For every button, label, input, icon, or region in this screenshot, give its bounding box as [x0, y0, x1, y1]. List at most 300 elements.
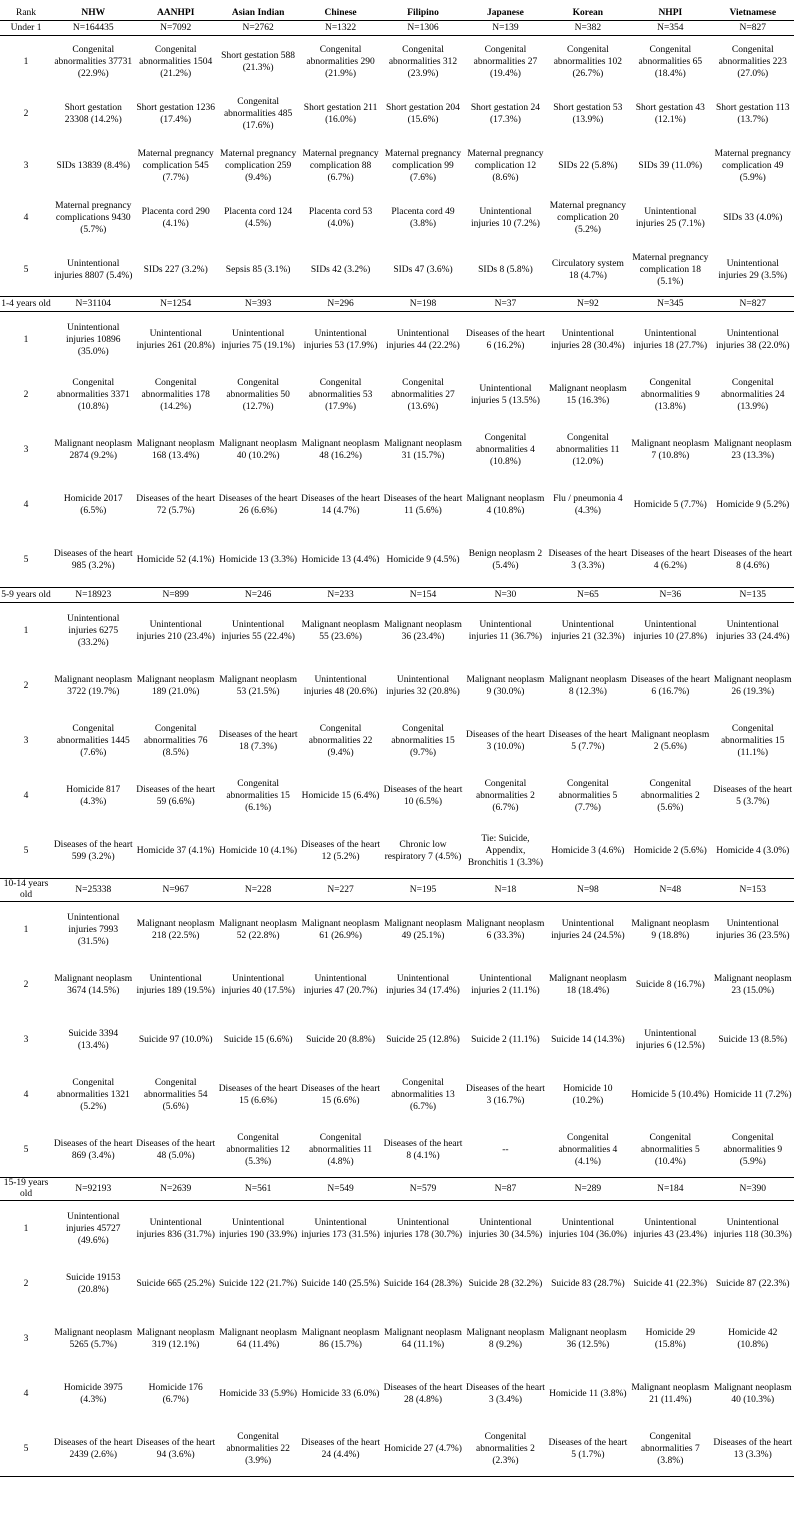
section-row-under1: [0, 21, 794, 36]
group-total-cell: N=579: [382, 1178, 464, 1201]
cause-cell: Unintentional injuries 28 (30.4%): [551, 328, 625, 351]
group-total-cell: N=246: [217, 588, 299, 603]
cause-cell: Diseases of the heart 14 (4.7%): [301, 493, 380, 516]
group-total-cell: N=18923: [52, 588, 134, 603]
cause-cell: Unintentional injuries 118 (30.3%): [713, 1217, 792, 1240]
table-row: [0, 1012, 794, 1067]
cause-cell: Congenital abnormalities 9 (13.8%): [640, 377, 700, 412]
cause-cell: Unintentional injuries 40 (17.5%): [221, 973, 295, 996]
cause-cell: Unintentional injuries 2 (11.1%): [471, 973, 540, 996]
cause-cell: Congenital abnormalities 11 (12.0%): [556, 432, 620, 467]
cause-cell: Placenta cord 53 (4.0%): [308, 207, 373, 229]
cause-cell: Suicide 164 (28.3%): [383, 1278, 463, 1289]
cause-cell: SIDs 8 (5.8%): [478, 265, 533, 275]
cause-cell: Diseases of the heart 18 (7.3%): [218, 729, 298, 752]
rank-cell: 3: [23, 1333, 29, 1344]
group-total-cell: N=1322: [299, 21, 381, 36]
cause-cell: Diseases of the heart 24 (4.4%): [299, 1421, 381, 1477]
cause-cell: Congenital abnormalities 2 (5.6%): [640, 778, 700, 813]
cause-cell: Congenital abnormalities 37731 (22.9%): [54, 45, 133, 79]
group-total-cell: N=1254: [134, 297, 216, 312]
cause-cell: Unintentional injuries 30 (34.5%): [468, 1217, 543, 1240]
rank-cell: 2: [23, 680, 29, 691]
cause-cell: Suicide 140 (25.5%): [301, 1278, 380, 1289]
rank-cell: 4: [23, 1388, 29, 1399]
age-group-label: 1-4 years old: [0, 297, 52, 312]
cause-cell: Unintentional injuries 6 (12.5%): [635, 1028, 705, 1051]
table-row: [0, 713, 794, 768]
age-group-label: 10-14 years old: [0, 879, 52, 902]
section-row-1-4: [0, 297, 794, 312]
group-total-cell: N=354: [629, 21, 711, 36]
cause-cell: Malignant neoplasm 26 (19.3%): [713, 674, 792, 697]
cause-cell: Unintentional injuries 45727 (49.6%): [65, 1211, 121, 1246]
group-total-cell: N=393: [217, 297, 299, 312]
cause-cell: SIDs 13839 (8.4%): [56, 161, 131, 171]
leading-causes-of-death-table: [0, 6, 794, 1477]
cause-cell: Maternal pregnancy complication 88 (6.7%): [302, 149, 379, 183]
cause-cell: Malignant neoplasm 8 (9.2%): [466, 1327, 545, 1350]
cause-cell: Homicide 29 (15.8%): [645, 1327, 695, 1350]
cause-cell: Diseases of the heart 94 (3.6%): [134, 1421, 216, 1477]
cause-cell: Unintentional injuries 21 (32.3%): [551, 619, 625, 642]
table-row: [0, 36, 794, 89]
table-row: [0, 244, 794, 297]
table-row: [0, 658, 794, 713]
rank-cell: 1: [23, 1223, 29, 1234]
cause-cell: Malignant neoplasm 218 (22.5%): [136, 918, 215, 941]
cause-cell: --: [502, 1144, 509, 1155]
table-row: [0, 902, 794, 958]
column-header-filipino: Filipino: [382, 6, 464, 21]
cause-cell: Unintentional injuries 104 (36.0%): [548, 1217, 628, 1240]
cause-cell: Diseases of the heart 6 (16.2%): [466, 328, 545, 351]
rank-cell: 4: [23, 1089, 29, 1100]
cause-cell: Diseases of the heart 48 (5.0%): [136, 1138, 216, 1161]
cause-cell: Diseases of the heart 2439 (2.6%): [52, 1421, 134, 1477]
group-total-cell: N=345: [629, 297, 711, 312]
cause-cell: Suicide 19153 (20.8%): [65, 1272, 121, 1295]
table-row: [0, 312, 794, 368]
cause-cell: Homicide 10 (10.2%): [563, 1083, 613, 1106]
cause-cell: Unintentional injuries 836 (31.7%): [136, 1217, 215, 1240]
cause-cell: Unintentional injuries 43 (23.4%): [633, 1217, 708, 1240]
cause-cell: Homicide 3 (4.6%): [551, 845, 625, 856]
cause-cell: Circulatory system 18 (4.7%): [551, 259, 624, 281]
cause-cell: Placenta cord 290 (4.1%): [141, 207, 210, 229]
rank-cell: 5: [23, 554, 29, 565]
cause-cell: Congenital abnormalities 2 (6.7%): [476, 778, 535, 813]
cause-cell: Benign neoplasm 2 (5.4%): [468, 548, 543, 571]
rank-cell: 5: [23, 1144, 29, 1155]
cause-cell: Suicide 3394 (13.4%): [68, 1028, 119, 1051]
group-total-cell: N=65: [547, 588, 629, 603]
table-row: [0, 1122, 794, 1178]
cause-cell: Short gestation 588 (21.3%): [221, 51, 296, 73]
group-total-cell: N=1306: [382, 21, 464, 36]
cause-cell: Homicide 2 (5.6%): [633, 845, 707, 856]
cause-cell: Unintentional injuries 34 (17.4%): [386, 973, 460, 996]
table-row: [0, 367, 794, 422]
cause-cell: Congenital abnormalities 1445 (7.6%): [56, 723, 130, 758]
cause-cell: Unintentional injuries 11 (36.7%): [468, 619, 543, 642]
cause-cell: Malignant neoplasm 7 (10.8%): [631, 438, 710, 461]
group-total-cell: N=36: [629, 588, 711, 603]
cause-cell: Malignant neoplasm 23 (13.3%): [713, 438, 792, 461]
cause-cell: Unintentional injuries 33 (24.4%): [715, 619, 790, 642]
cause-cell: Diseases of the heart 59 (6.6%): [136, 784, 216, 807]
header-row: [0, 6, 794, 21]
table-row: [0, 88, 794, 140]
cause-cell: Unintentional injuries 44 (22.2%): [386, 328, 460, 351]
cause-cell: Diseases of the heart 13 (3.3%): [712, 1421, 794, 1477]
cause-cell: Maternal pregnancy complication 49 (5.9%): [714, 149, 791, 183]
cause-cell: Unintentional injuries 38 (22.0%): [715, 328, 790, 351]
cause-cell: Malignant neoplasm 319 (12.1%): [136, 1327, 215, 1350]
cause-cell: Unintentional injuries 190 (33.9%): [218, 1217, 298, 1240]
cause-cell: Congenital abnormalities 50 (12.7%): [226, 377, 290, 412]
cause-cell: Malignant neoplasm 53 (21.5%): [219, 674, 298, 697]
cause-cell: Short gestation 43 (12.1%): [635, 103, 705, 125]
table-row: [0, 532, 794, 588]
cause-cell: Short gestation 1236 (17.4%): [136, 103, 215, 125]
cause-cell: Maternal pregnancy complication 12 (8.6%): [467, 149, 544, 183]
cause-cell: Unintentional injuries 5 (13.5%): [471, 383, 540, 406]
cause-cell: Homicide 11 (7.2%): [714, 1089, 792, 1100]
rank-cell: 4: [23, 790, 29, 801]
cause-cell: Congenital abnormalities 4 (4.1%): [558, 1132, 618, 1167]
age-group-label: Under 1: [0, 21, 52, 36]
group-total-cell: N=164435: [52, 21, 134, 36]
cause-cell: Suicide 13 (8.5%): [718, 1034, 788, 1045]
rank-cell: 1: [23, 57, 29, 67]
table-row: [0, 1366, 794, 1421]
group-total-cell: N=48: [629, 879, 711, 902]
cause-cell: Congenital abnormalities 65 (18.4%): [638, 45, 703, 79]
cause-cell: Diseases of the heart 3 (3.3%): [548, 548, 628, 571]
column-header-nhw: NHW: [52, 6, 134, 21]
group-total-cell: N=549: [299, 1178, 381, 1201]
cause-cell: Congenital abnormalities 12 (5.3%): [226, 1132, 290, 1167]
group-total-cell: N=382: [547, 21, 629, 36]
cause-cell: Short gestation 204 (15.6%): [386, 103, 460, 125]
rank-cell: 3: [23, 1034, 29, 1045]
column-header-vietnamese: Vietnamese: [712, 6, 794, 21]
cause-cell: Unintentional injuries 24 (24.5%): [551, 918, 625, 941]
cause-cell: Sepsis 85 (3.1%): [225, 265, 291, 275]
table-row: [0, 1311, 794, 1366]
cause-cell: Malignant neoplasm 31 (15.7%): [384, 438, 462, 461]
cause-cell: SIDs 39 (11.0%): [638, 161, 703, 171]
cause-cell: Diseases of the heart 5 (7.7%): [548, 729, 628, 752]
cause-cell: Congenital abnormalities 223 (27.0%): [718, 45, 787, 79]
cause-cell: Malignant neoplasm 36 (12.5%): [548, 1327, 627, 1350]
column-header-aanhpi: AANHPI: [134, 6, 216, 21]
cause-cell: Congenital abnormalities 485 (17.6%): [223, 97, 293, 131]
group-total-cell: N=154: [382, 588, 464, 603]
cause-cell: Unintentional injuries 47 (20.7%): [303, 973, 378, 996]
cause-cell: Homicide 15 (6.4%): [301, 790, 380, 801]
group-total-cell: N=92: [547, 297, 629, 312]
rank-cell: 5: [23, 265, 29, 275]
group-total-cell: N=296: [299, 297, 381, 312]
group-total-cell: N=228: [217, 879, 299, 902]
cause-cell: Diseases of the heart 11 (5.6%): [383, 493, 463, 516]
cause-cell: Unintentional injuries 18 (27.7%): [633, 328, 708, 351]
rank-cell: 1: [23, 334, 29, 345]
group-total-cell: N=153: [712, 879, 794, 902]
section-row-10-14: [0, 879, 794, 902]
cause-cell: Diseases of the heart 8 (4.1%): [383, 1138, 463, 1161]
cause-cell: Congenital abnormalities 1504 (21.2%): [139, 45, 213, 79]
cause-cell: Diseases of the heart 4 (6.2%): [630, 548, 710, 571]
cause-cell: Malignant neoplasm 23 (15.0%): [713, 973, 792, 996]
cause-cell: Malignant neoplasm 2 (5.6%): [631, 729, 710, 752]
column-header-chinese: Chinese: [299, 6, 381, 21]
group-total-cell: N=18: [464, 879, 546, 902]
group-total-cell: N=30: [464, 588, 546, 603]
group-total-cell: N=98: [547, 879, 629, 902]
cause-cell: Diseases of the heart 8 (4.6%): [713, 548, 793, 571]
cause-cell: Unintentional injuries 178 (30.7%): [383, 1217, 463, 1240]
cause-cell: Malignant neoplasm 3722 (19.7%): [54, 674, 133, 697]
cause-cell: Congenital abnormalities 22 (3.9%): [217, 1421, 299, 1477]
cause-cell: Suicide 20 (8.8%): [306, 1034, 375, 1045]
age-group-label: 5-9 years old: [0, 588, 52, 603]
table-row: [0, 1421, 794, 1477]
table-row: [0, 1256, 794, 1311]
cause-cell: Malignant neoplasm 6 (33.3%): [466, 918, 545, 941]
cause-cell: Malignant neoplasm 3674 (14.5%): [54, 973, 133, 996]
section-row-15-19: [0, 1178, 794, 1201]
cause-cell: Malignant neoplasm 40 (10.2%): [219, 438, 298, 461]
cause-cell: Homicide 4 (3.0%): [716, 845, 790, 856]
cause-cell: Homicide 2017 (6.5%): [63, 493, 123, 516]
group-total-cell: N=2639: [134, 1178, 216, 1201]
cause-cell: Malignant neoplasm 189 (21.0%): [136, 674, 215, 697]
group-total-cell: N=899: [134, 588, 216, 603]
cause-cell: Unintentional injuries 10 (27.8%): [633, 619, 708, 642]
table-row: [0, 477, 794, 532]
cause-cell: Homicide 33 (5.9%): [219, 1388, 298, 1399]
cause-cell: Unintentional injuries 261 (20.8%): [136, 328, 215, 351]
column-header-asian-indian: Asian Indian: [217, 6, 299, 21]
rank-cell: 1: [23, 924, 29, 935]
group-total-cell: N=92193: [52, 1178, 134, 1201]
cause-cell: Unintentional injuries 8807 (5.4%): [54, 259, 133, 281]
cause-cell: Homicide 27 (4.7%): [382, 1421, 464, 1477]
table-row: [0, 192, 794, 244]
group-total-cell: N=2762: [217, 21, 299, 36]
table-row: [0, 140, 794, 192]
cause-cell: Suicide 41 (22.3%): [633, 1278, 708, 1289]
cause-cell: Malignant neoplasm 64 (11.4%): [219, 1327, 298, 1350]
cause-cell: Suicide 665 (25.2%): [136, 1278, 215, 1289]
cause-cell: Diseases of the heart 869 (3.4%): [53, 1138, 133, 1161]
cause-cell: Suicide 122 (21.7%): [218, 1278, 298, 1289]
cause-cell: Suicide 15 (6.6%): [223, 1034, 293, 1045]
cause-cell: Congenital abnormalities 27 (19.4%): [473, 45, 538, 79]
cause-cell: Congenital abnormalities 312 (23.9%): [388, 45, 458, 79]
cause-cell: Placenta cord 124 (4.5%): [224, 207, 293, 229]
cause-cell: Tie: Suicide, Appendix, Bronchitis 1 (3.3%): [467, 833, 544, 868]
cause-cell: Congenital abnormalities 27 (13.6%): [391, 377, 455, 412]
group-total-cell: N=561: [217, 1178, 299, 1201]
cause-cell: Congenital abnormalities 2 (2.3%): [464, 1421, 546, 1477]
cause-cell: Malignant neoplasm 9 (30.0%): [466, 674, 545, 697]
cause-cell: Diseases of the heart 10 (6.5%): [383, 784, 463, 807]
group-total-cell: N=139: [464, 21, 546, 36]
section-row-5-9: [0, 588, 794, 603]
cause-cell: Malignant neoplasm 8 (12.3%): [548, 674, 627, 697]
cause-cell: Unintentional injuries 29 (3.5%): [718, 259, 788, 281]
cause-cell: Suicide 83 (28.7%): [551, 1278, 625, 1289]
cause-cell: Congenital abnormalities 9 (5.9%): [723, 1132, 783, 1167]
cause-cell: Unintentional injuries 53 (17.9%): [303, 328, 378, 351]
group-total-cell: N=195: [382, 879, 464, 902]
cause-cell: Congenital abnormalities 13 (6.7%): [391, 1077, 455, 1112]
cause-cell: Congenital abnormalities 15 (11.1%): [720, 723, 785, 758]
cause-cell: Unintentional injuries 210 (23.4%): [136, 619, 215, 642]
group-total-cell: N=87: [464, 1178, 546, 1201]
cause-cell: Unintentional injuries 173 (31.5%): [301, 1217, 380, 1240]
cause-cell: Chronic low respiratory 7 (4.5%): [384, 839, 462, 862]
cause-cell: Malignant neoplasm 64 (11.1%): [384, 1327, 462, 1350]
cause-cell: Congenital abnormalities 178 (14.2%): [141, 377, 210, 412]
cause-cell: Congenital abnormalities 11 (4.8%): [308, 1132, 373, 1167]
cause-cell: Diseases of the heart 5 (3.7%): [713, 784, 793, 807]
table-row: [0, 1067, 794, 1122]
cause-cell: Congenital abnormalities 102 (26.7%): [553, 45, 623, 79]
column-header-japanese: Japanese: [464, 6, 546, 21]
cause-cell: Homicide 13 (4.4%): [301, 554, 380, 565]
rank-cell: 4: [23, 499, 29, 510]
cause-cell: Diseases of the heart 5 (1.7%): [547, 1421, 629, 1477]
cause-cell: Suicide 28 (32.2%): [468, 1278, 543, 1289]
cause-cell: Homicide 52 (4.1%): [136, 554, 215, 565]
cause-cell: Maternal pregnancy complication 20 (5.2%): [549, 201, 626, 235]
cause-cell: Diseases of the heart 28 (4.8%): [383, 1382, 463, 1405]
cause-cell: Congenital abnormalities 1321 (5.2%): [56, 1077, 130, 1112]
cause-cell: Homicide 11 (3.8%): [549, 1388, 627, 1399]
rank-cell: 2: [23, 389, 29, 400]
table-row: [0, 422, 794, 477]
cause-cell: Homicide 33 (6.0%): [301, 1388, 380, 1399]
cause-cell: Malignant neoplasm 5265 (5.7%): [54, 1327, 133, 1350]
cause-cell: Malignant neoplasm 21 (11.4%): [631, 1382, 710, 1405]
cause-cell: Congenital abnormalities 5 (7.7%): [558, 778, 618, 813]
cause-cell: Short gestation 211 (16.0%): [303, 103, 378, 125]
cause-cell: Diseases of the heart 15 (6.6%): [301, 1083, 380, 1106]
cause-cell: Malignant neoplasm 168 (13.4%): [136, 438, 215, 461]
rank-cell: 1: [23, 625, 29, 636]
cause-cell: Malignant neoplasm 52 (22.8%): [219, 918, 298, 941]
cause-cell: Unintentional injuries 36 (23.5%): [715, 918, 790, 941]
cause-cell: Diseases of the heart 985 (3.2%): [53, 548, 133, 571]
cause-cell: Maternal pregnancy complication 99 (7.6%): [384, 149, 462, 183]
cause-cell: Malignant neoplasm 61 (26.9%): [301, 918, 380, 941]
group-total-cell: N=390: [712, 1178, 794, 1201]
group-total-cell: N=25338: [52, 879, 134, 902]
rank-cell: 5: [23, 845, 29, 856]
rank-cell: 2: [23, 109, 29, 119]
cause-cell: Unintentional injuries 48 (20.6%): [303, 674, 378, 697]
cause-cell: Maternal pregnancy complication 545 (7.7%): [137, 149, 214, 183]
cause-cell: Malignant neoplasm 18 (18.4%): [548, 973, 627, 996]
cause-cell: Homicide 9 (5.2%): [716, 499, 790, 510]
group-total-cell: N=7092: [134, 21, 216, 36]
cause-cell: Congenital abnormalities 5 (10.4%): [640, 1132, 700, 1167]
cause-cell: Congenital abnormalities 54 (5.6%): [143, 1077, 208, 1112]
cause-cell: Maternal pregnancy complication 18 (5.1%): [632, 253, 709, 287]
table-body: [0, 21, 794, 1477]
rank-cell: 2: [23, 1278, 29, 1289]
cause-cell: Diseases of the heart 599 (3.2%): [53, 839, 133, 862]
group-total-cell: N=37: [464, 297, 546, 312]
cause-cell: Congenital abnormalities 53 (17.9%): [308, 377, 373, 412]
cause-cell: Homicide 5 (7.7%): [633, 499, 707, 510]
cause-cell: Flu / pneumonia 4 (4.3%): [553, 493, 623, 516]
cause-cell: Diseases of the heart 6 (16.7%): [630, 674, 710, 697]
group-total-cell: N=198: [382, 297, 464, 312]
cause-cell: Short gestation 24 (17.3%): [470, 103, 540, 125]
cause-cell: Short gestation 53 (13.9%): [553, 103, 623, 125]
cause-cell: Unintentional injuries 10896 (35.0%): [65, 322, 121, 357]
cause-cell: Short gestation 113 (13.7%): [715, 103, 790, 125]
cause-cell: Congenital abnormalities 76 (8.5%): [143, 723, 208, 758]
cause-cell: Malignant neoplasm 2874 (9.2%): [54, 438, 133, 461]
cause-cell: Unintentional injuries 6275 (33.2%): [67, 613, 120, 648]
cause-cell: Malignant neoplasm 15 (16.3%): [548, 383, 627, 406]
cause-cell: Malignant neoplasm 4 (10.8%): [466, 493, 545, 516]
rank-column-header: Rank: [0, 6, 52, 21]
cause-cell: Congenital abnormalities 290 (21.9%): [306, 45, 375, 79]
cause-cell: Diseases of the heart 3 (3.4%): [466, 1382, 545, 1405]
cause-cell: Diseases of the heart 26 (6.6%): [218, 493, 298, 516]
column-header-nhpi: NHPI: [629, 6, 711, 21]
group-total-cell: N=967: [134, 879, 216, 902]
cause-cell: Suicide 25 (12.8%): [386, 1034, 460, 1045]
cause-cell: Maternal pregnancy complications 9430 (5.7%): [55, 201, 132, 235]
cause-cell: Congenital abnormalities 4 (10.8%): [476, 432, 535, 467]
table-row: [0, 957, 794, 1012]
cause-cell: Unintentional injuries 10 (7.2%): [471, 207, 540, 229]
group-total-cell: N=827: [712, 297, 794, 312]
cause-cell: SIDs 22 (5.8%): [558, 161, 618, 171]
cause-cell: Malignant neoplasm 48 (16.2%): [301, 438, 380, 461]
cause-cell: Malignant neoplasm 9 (18.8%): [631, 918, 710, 941]
rank-cell: 3: [23, 444, 29, 455]
cause-cell: Congenital abnormalities 3371 (10.8%): [56, 377, 130, 412]
age-group-label: 15-19 years old: [0, 1178, 52, 1201]
rank-cell: 5: [0, 1421, 52, 1477]
rank-cell: 2: [23, 979, 29, 990]
cause-cell: Homicide 10 (4.1%): [219, 845, 298, 856]
rank-cell: 4: [23, 213, 29, 223]
cause-cell: Placenta cord 49 (3.8%): [391, 207, 455, 229]
cause-cell: SIDs 227 (3.2%): [143, 265, 208, 275]
cause-cell: Homicide 817 (4.3%): [66, 784, 121, 807]
cause-cell: SIDs 47 (3.6%): [393, 265, 453, 275]
cause-cell: Homicide 42 (10.8%): [728, 1327, 778, 1350]
cause-cell: Diseases of the heart 72 (5.7%): [136, 493, 216, 516]
table-row: [0, 768, 794, 823]
group-total-cell: N=135: [712, 588, 794, 603]
cause-cell: Diseases of the heart 15 (6.6%): [218, 1083, 298, 1106]
group-total-cell: N=289: [547, 1178, 629, 1201]
group-total-cell: N=827: [712, 21, 794, 36]
cause-cell: Congenital abnormalities 22 (9.4%): [308, 723, 373, 758]
